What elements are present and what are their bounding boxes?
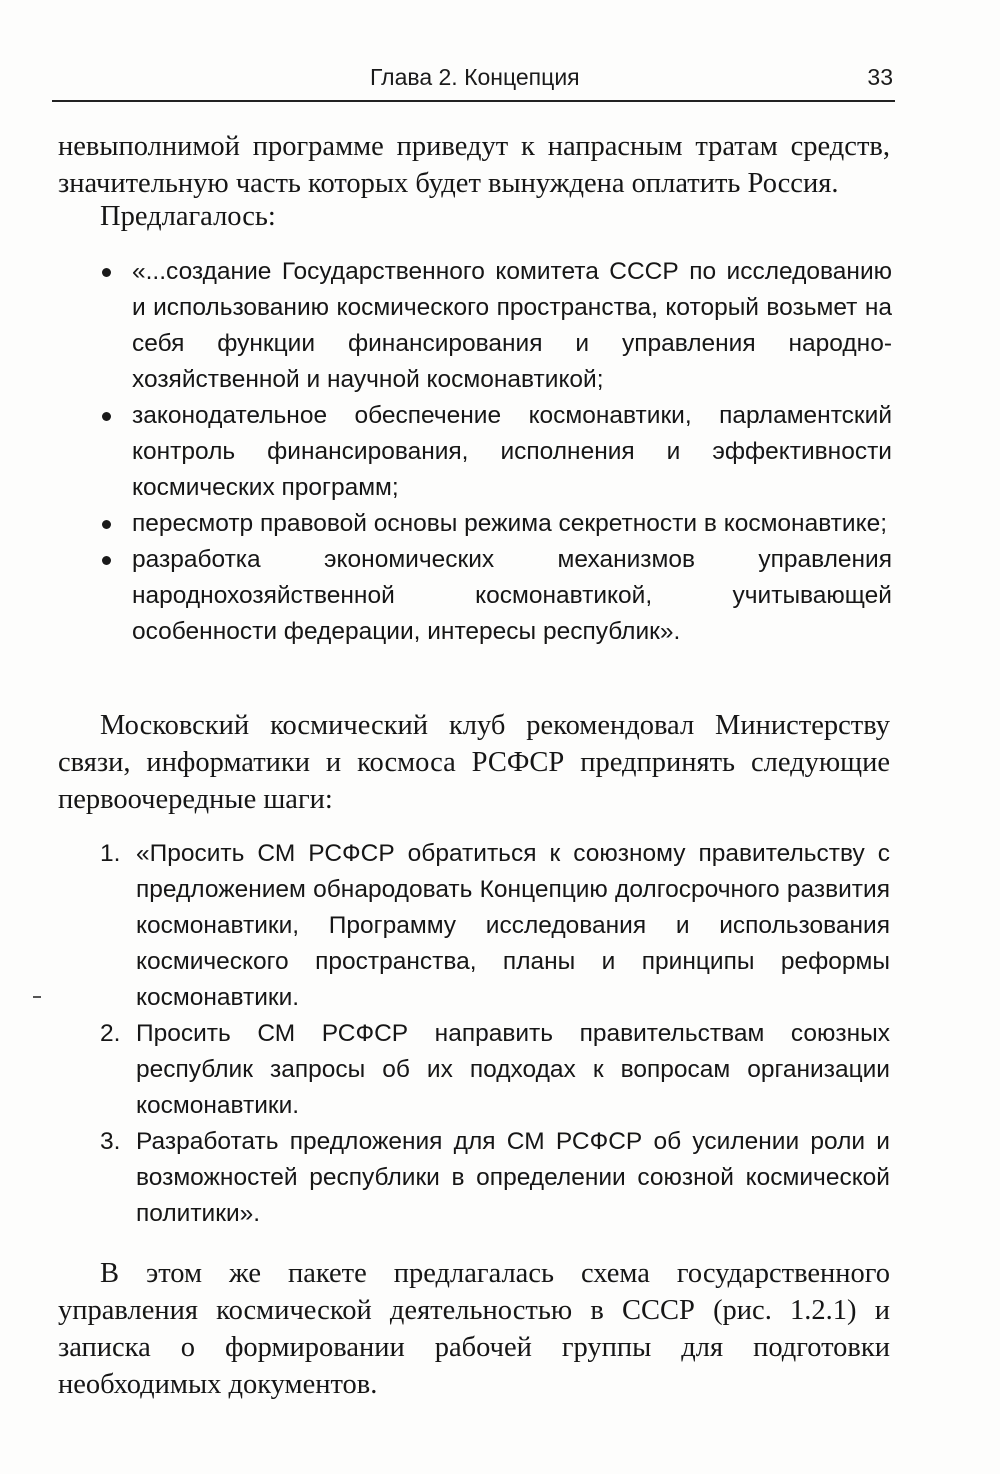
- bullet-item: [100, 398, 892, 506]
- bullet-item: [100, 506, 892, 542]
- numbered-item: [100, 1016, 890, 1124]
- bullet-item-text: пересмотр правовой основы режима секретности в космонавтике;: [132, 510, 888, 537]
- bullet-dot: [102, 412, 111, 421]
- bullet-item-text: законодательное обеспечение космонавтики, парламентский контроль финансирования, исполнения и эффективности космических программ;: [132, 402, 892, 501]
- paragraph-package-scheme: В этом же пакете предлагалась схема государственного управления космической деятельностью в СССР (рис. 1.2.1) и записка о формировании рабочей группы для подготовки необходимых документов.: [58, 1258, 890, 1400]
- bullet-item-text: «...создание Государственного комитета СССР по исследованию и использованию космического пространства, который возьмет на себя функции финансирования и управления народно-хозяйственной и научной космонавтикой;: [132, 258, 892, 393]
- numbered-list: [100, 836, 890, 1232]
- bullet-item: [100, 254, 892, 398]
- numbered-item-text: Разработать предложения для СМ РСФСР об усилении роли и возможностей республики в определении союзной космической политики».: [136, 1128, 890, 1227]
- numbered-item-text: «Просить СМ РСФСР обратиться к союзному правительству с предложением обнародовать Концепцию долгосрочного развития космонавтики, Программу исследования и использования космического пространства, планы и принципы реформы космонавтики.: [136, 840, 890, 1011]
- item-number: 1.: [100, 840, 121, 867]
- numbered-item: [100, 836, 890, 1016]
- page-number: 33: [867, 64, 893, 90]
- bullet-dot: [102, 268, 111, 277]
- bullet-dot: [102, 520, 111, 529]
- bullet-list: [100, 254, 892, 650]
- item-number: 3.: [100, 1128, 121, 1155]
- paragraph-moscow-club: Московский космический клуб рекомендовал Министерству связи, информатики и космоса РСФСР предпринять следующие первоочередные шаги:: [58, 710, 890, 815]
- paragraph-continuation: невыполнимой программе приведут к напрасным тратам средств, значительную часть которых будет вынуждена оплатить Россия.: [58, 131, 890, 199]
- chapter-title: Глава 2. Концепция: [370, 64, 580, 90]
- bullet-item: [100, 542, 892, 650]
- bullet-item-text: разработка экономических механизмов управления народнохозяйственной космонавтикой, учитывающей особенности федерации, интересы республик».: [132, 546, 892, 645]
- numbered-item: [100, 1124, 890, 1232]
- numbered-item-text: Просить СМ РСФСР направить правительствам союзных республик запросы об их подходах к вопросам организации космонавтики.: [136, 1020, 890, 1119]
- running-header: [52, 60, 895, 102]
- scan-margin-mark: [33, 996, 41, 998]
- paragraph-proposed-intro: Предлагалось:: [100, 201, 276, 232]
- bullet-dot: [102, 556, 111, 565]
- item-number: 2.: [100, 1020, 121, 1047]
